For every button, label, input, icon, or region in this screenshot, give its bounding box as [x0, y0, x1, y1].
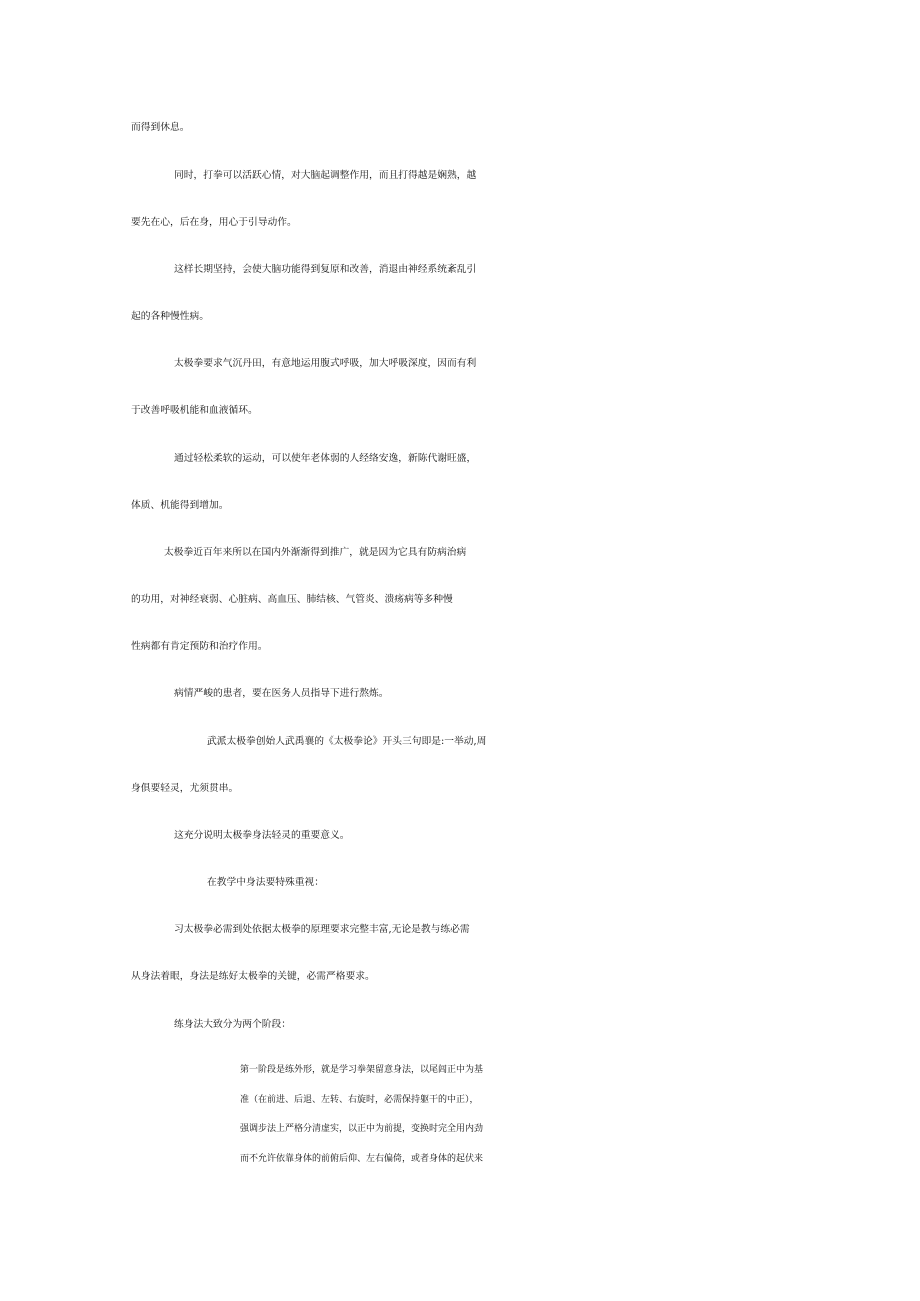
- text-line: 这样长期坚持，会使大脑功能得到复原和改善，消退由神经系统紊乱引: [174, 264, 477, 275]
- text-line: 这充分说明太极拳身法轻灵的重要意义。: [174, 830, 350, 841]
- text-line: 同时，打拳可以活跃心情，对大脑起调整作用，而且打得越是娴熟，越: [174, 170, 477, 181]
- text-line: 从身法着眼，身法是练好太极拳的关键，必需严格要求。: [131, 971, 375, 982]
- text-line: 在教学中身法要特殊重视：: [207, 877, 324, 888]
- indented-block-line: 第一阶段是练外形，就是学习拳架留意身法，以尾闾正中为基: [240, 1065, 484, 1075]
- text-line: 的功用，对神经衰弱、心脏病、高血压、肺结核、气管炎、溃疡病等多种慢: [131, 594, 453, 605]
- text-line: 性病都有肯定预防和治疗作用。: [131, 641, 268, 652]
- indented-block-line: 而不允许依靠身体的前俯后仰、左右偏倚，或者身体的起伏来: [240, 1154, 484, 1164]
- text-line: 病情严峻的患者，要在医务人员指导下进行熬炼。: [174, 688, 389, 699]
- text-line: 武派太极拳创始人武禹襄的《太极拳论》开头三句即是:一举动,周: [207, 736, 487, 747]
- indented-block-line: 强调步法上严格分清虚实，以正中为前提，变换时完全用内劲: [240, 1124, 484, 1134]
- text-line: 体质、机能得到增加。: [131, 500, 229, 511]
- text-line: 练身法大致分为两个阶段：: [174, 1019, 291, 1030]
- text-line: 身俱要轻灵，尤须贯串。: [131, 783, 239, 794]
- text-line: 太极拳近百年来所以在国内外渐渐得到推广，就是因为它具有防病治病: [164, 547, 467, 558]
- indented-block-line: 准（在前进、后退、左转、右旋时，必需保持躯干的中正），: [240, 1095, 479, 1105]
- text-line: 于改善呼吸机能和血液循环。: [131, 405, 258, 416]
- text-line: 习太极拳必需到处依据太极拳的原理要求完整丰富,无论是教与练必需: [174, 924, 470, 935]
- text-line: 要先在心，后在身，用心于引导动作。: [131, 217, 297, 228]
- text-line: 而得到休息。: [131, 122, 190, 133]
- text-line: 起的各种慢性病。: [131, 311, 209, 322]
- text-line: 太极拳要求气沉丹田，有意地运用腹式呼吸，加大呼吸深度，因而有利: [174, 358, 477, 369]
- text-line: 通过轻松柔软的运动，可以使年老体弱的人经络安逸，新陈代谢旺盛，: [174, 453, 477, 464]
